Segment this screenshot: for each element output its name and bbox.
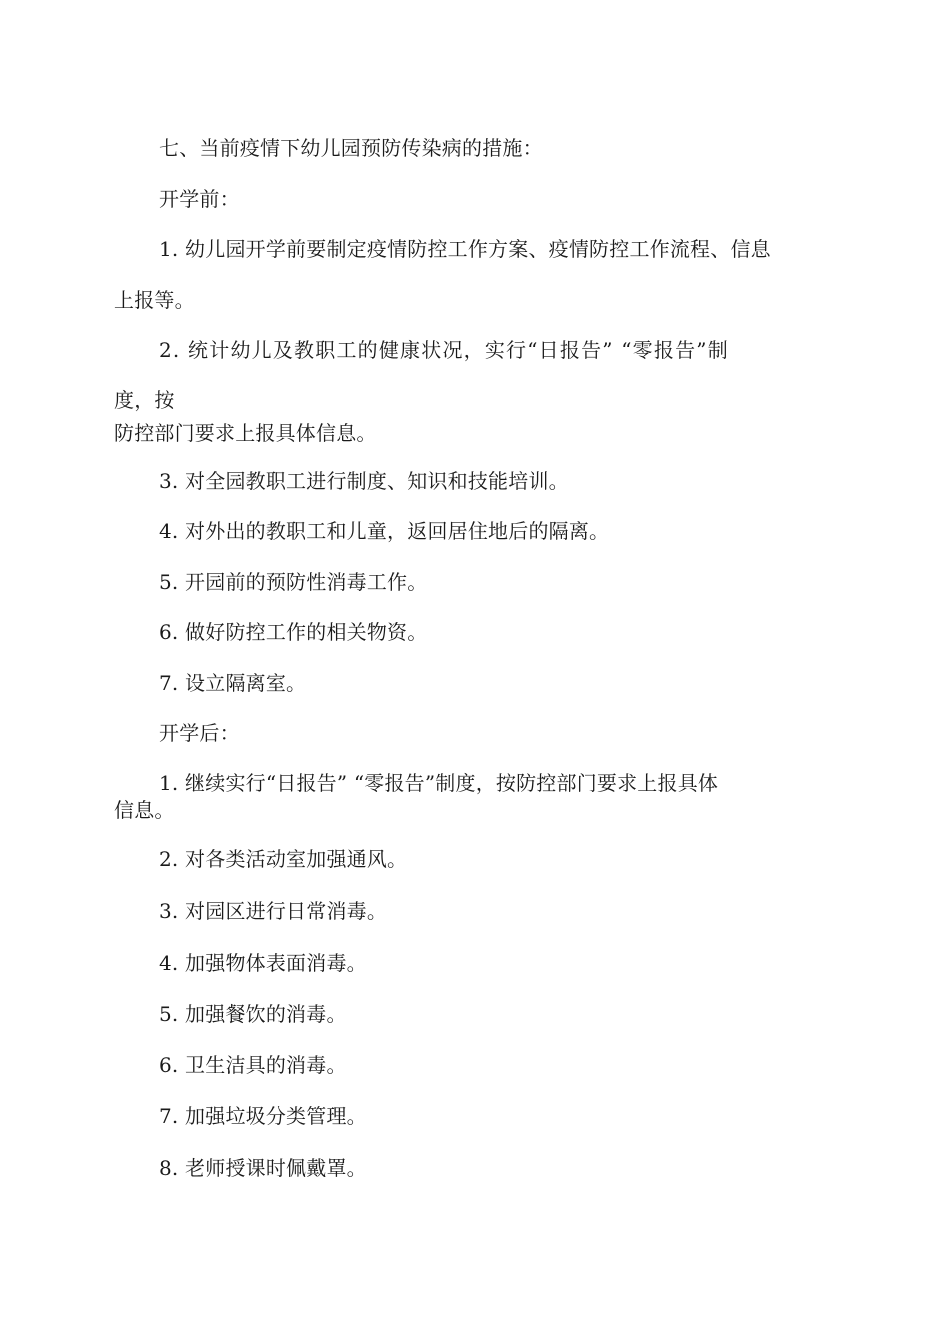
before-item-2-line-2: 度，按	[114, 388, 175, 412]
before-item-7: 7. 设立隔离室。	[159, 671, 307, 695]
after-item-6: 6. 卫生洁具的消毒。	[159, 1053, 347, 1077]
after-item-8: 8. 老师授课时佩戴罩。	[159, 1156, 367, 1180]
before-item-3: 3. 对全园教职工进行制度、知识和技能培训。	[159, 469, 569, 493]
after-item-1-line-1: 1. 继续实行“日报告” “零报告”制度，按防控部门要求上报具体	[159, 771, 719, 795]
after-item-1-line-2: 信息。	[114, 798, 175, 822]
before-school-label: 开学前：	[159, 187, 240, 211]
after-item-2: 2. 对各类活动室加强通风。	[159, 847, 408, 871]
before-item-2-line-3: 防控部门要求上报具体信息。	[114, 421, 377, 445]
after-item-4: 4. 加强物体表面消毒。	[159, 951, 367, 975]
before-item-5: 5. 开园前的预防性消毒工作。	[159, 570, 428, 594]
after-item-7: 7. 加强垃圾分类管理。	[159, 1104, 367, 1128]
after-item-3: 3. 对园区进行日常消毒。	[159, 899, 388, 923]
before-item-1-line-1: 1. 幼儿园开学前要制定疫情防控工作方案、疫情防控工作流程、信息	[159, 237, 771, 261]
before-item-2-line-1: 2. 统计幼儿及教职工的健康状况，实行“日报告” “零报告”制	[159, 338, 729, 362]
after-school-label: 开学后：	[159, 721, 240, 745]
section-heading: 七、当前疫情下幼儿园预防传染病的措施：	[159, 136, 543, 160]
before-item-1-line-2: 上报等。	[114, 288, 195, 312]
after-item-5: 5. 加强餐饮的消毒。	[159, 1002, 347, 1026]
before-item-4: 4. 对外出的教职工和儿童，返回居住地后的隔离。	[159, 519, 610, 543]
before-item-6: 6. 做好防控工作的相关物资。	[159, 620, 428, 644]
